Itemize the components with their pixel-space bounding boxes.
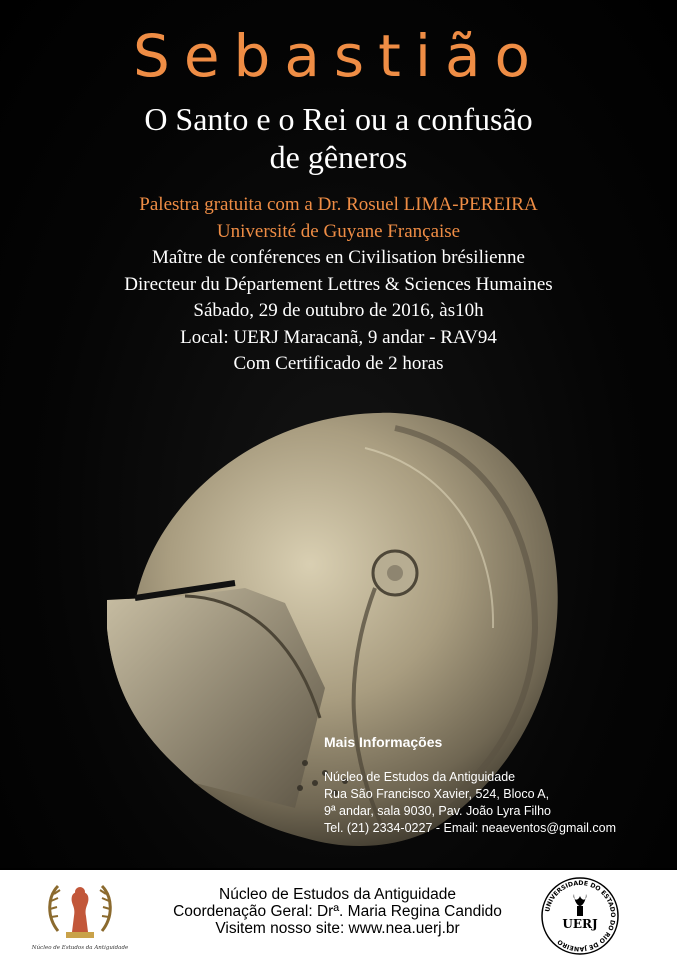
footer-divider xyxy=(0,868,677,870)
nea-logo-caption: Núcleo de Estudos da Antiguidade xyxy=(31,945,129,951)
nea-logo xyxy=(28,876,132,956)
poster-title: Sebastião xyxy=(133,22,544,90)
footer-text xyxy=(140,886,535,937)
lecture-line: Palestra gratuita com a Dr. Rosuel LIMA-PEREIRA xyxy=(139,194,538,215)
event-details xyxy=(0,192,677,378)
contact-info xyxy=(324,734,669,837)
contact-line-4: Tel. (21) 2334-0227 - Email: neaeventos@gmail.com xyxy=(324,821,616,835)
contact-heading: Mais Informações xyxy=(324,734,443,750)
role-line-2: Directeur du Département Lettres & Sciences Humaines xyxy=(124,273,553,295)
uerj-logo-ring: UNIVERSIDADE DO ESTADO DO RIO DE JANEIRO xyxy=(544,879,617,953)
date-line: Sábado, 29 de outubro de 2016, às10h xyxy=(193,300,484,321)
university-line: Université de Guyane Française xyxy=(216,220,461,242)
role-line-1: Maître de conférences en Civilisation brésilienne xyxy=(151,247,525,268)
footer-line-3: Visitem nosso site: www.nea.uerj.br xyxy=(215,920,460,937)
poster-subtitle xyxy=(0,100,677,176)
subtitle-line-1: O Santo e o Rei ou a confusão xyxy=(144,101,533,137)
footer-line-2: Coordenação Geral: Drª. Maria Regina Candido xyxy=(173,903,502,920)
contact-line-3: 9ª andar, sala 9030, Pav. João Lyra Filho xyxy=(324,804,551,818)
uerj-logo xyxy=(540,876,620,956)
uerj-logo-text: UERJ xyxy=(562,917,598,931)
contact-line-2: Rua São Francisco Xavier, 524, Bloco A, xyxy=(324,787,550,801)
location-line: Local: UERJ Maracanã, 9 andar - RAV94 xyxy=(180,326,497,348)
footer-line-1: Núcleo de Estudos da Antiguidade xyxy=(219,886,456,903)
subtitle-line-2: de gêneros xyxy=(269,139,408,175)
contact-line-1: Núcleo de Estudos da Antiguidade xyxy=(324,770,516,784)
certificate-line: Com Certificado de 2 horas xyxy=(233,353,444,374)
footer xyxy=(0,868,677,960)
